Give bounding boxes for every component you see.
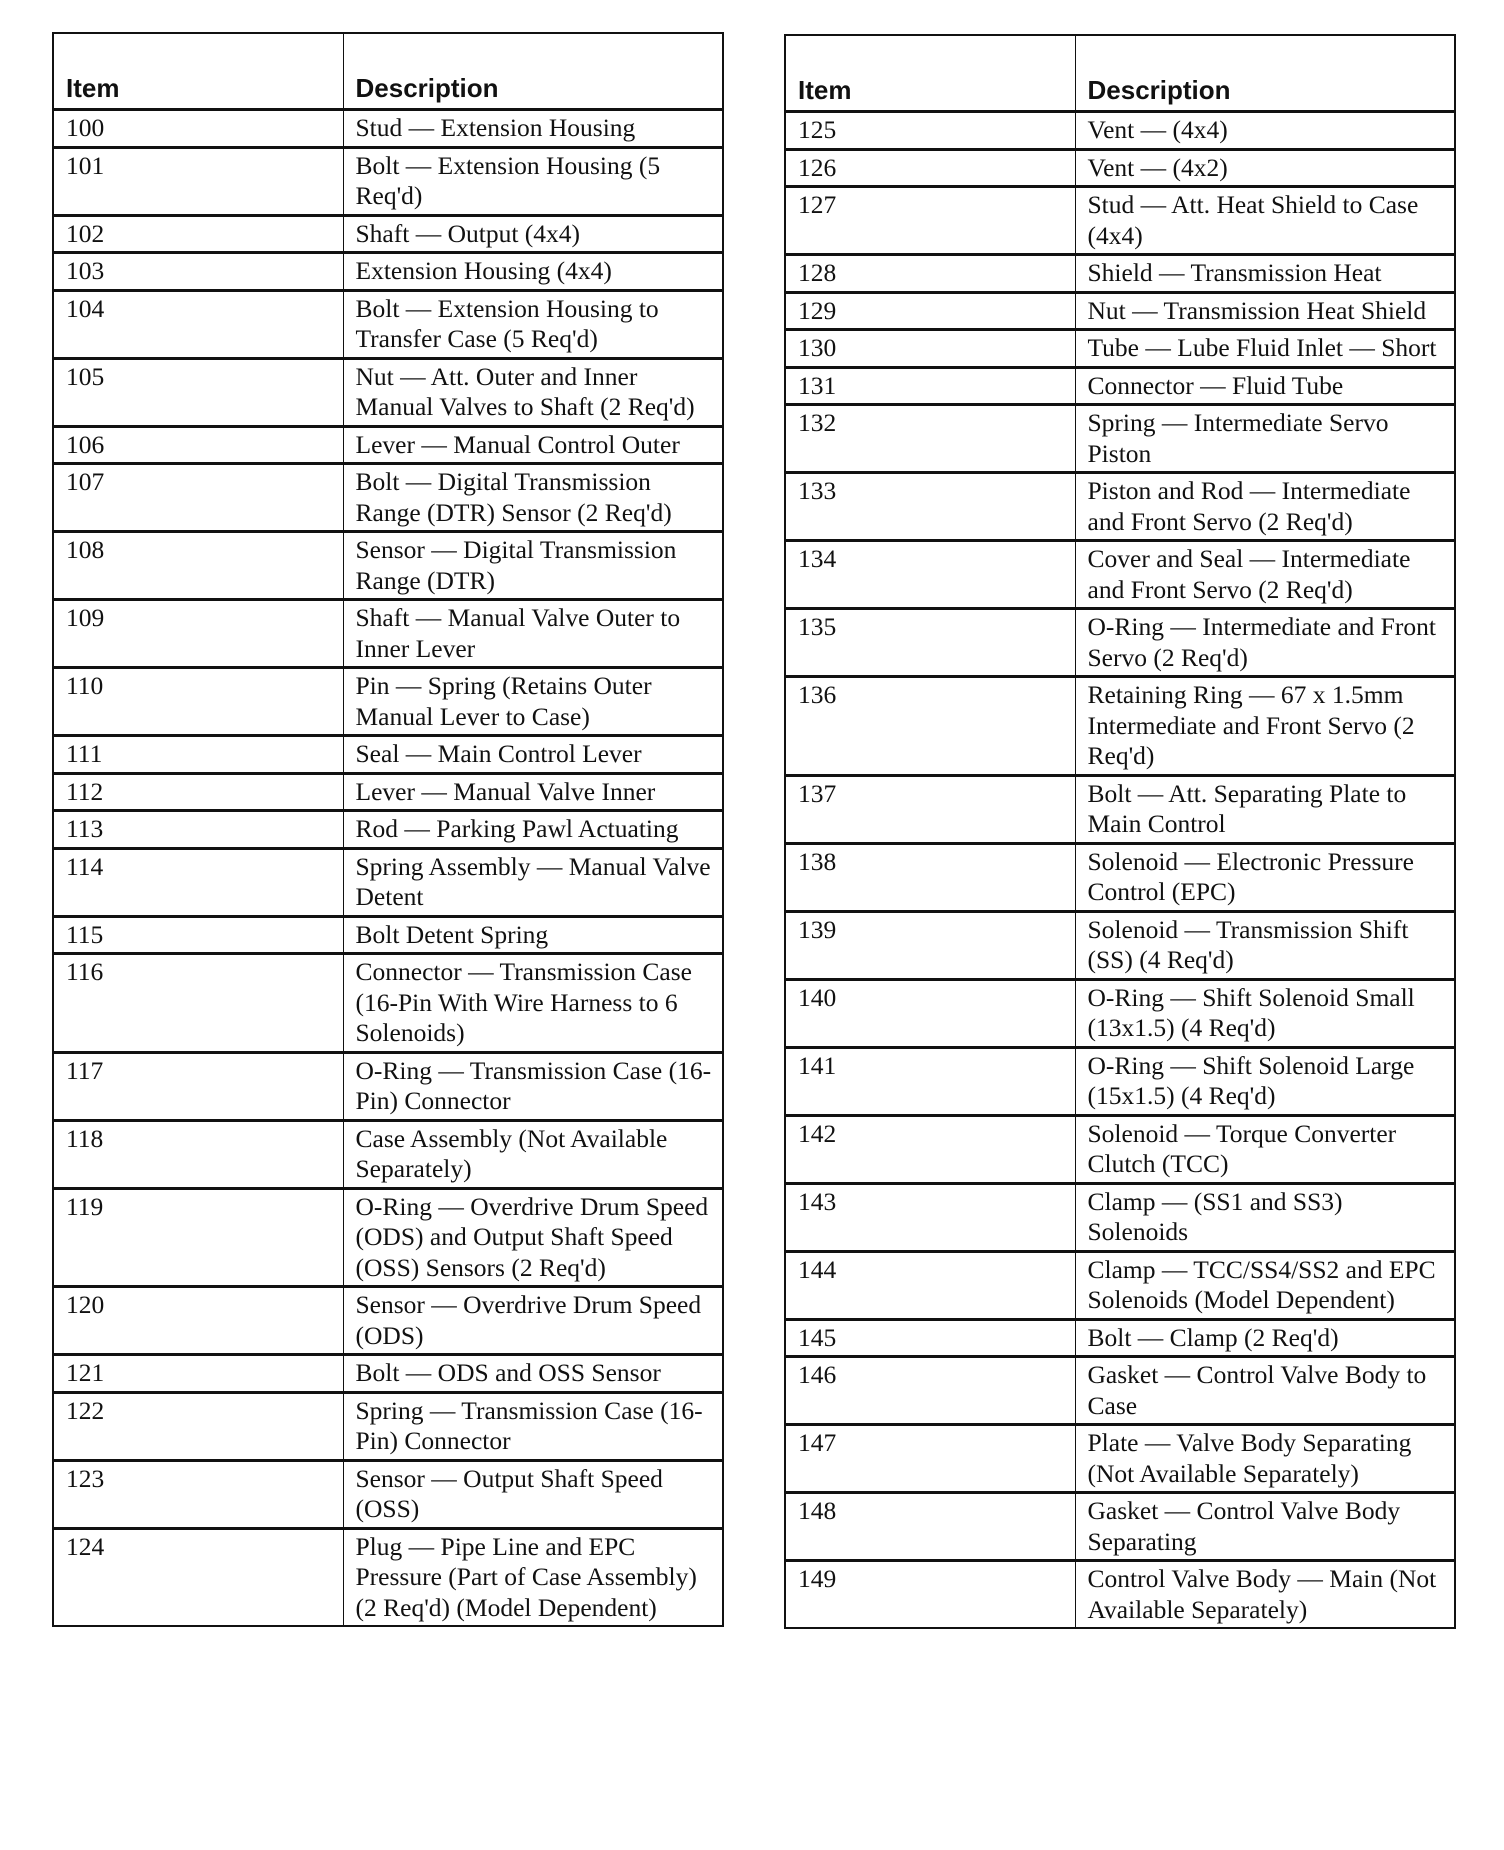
item-description: Plate — Valve Body Separating (Not Available Separately) xyxy=(1075,1425,1455,1493)
item-description: Extension Housing (4x4) xyxy=(343,253,723,291)
table-row xyxy=(785,473,1455,541)
item-number: 136 xyxy=(785,677,1075,776)
item-number: 133 xyxy=(785,473,1075,541)
item-number: 113 xyxy=(53,811,343,849)
item-number: 108 xyxy=(53,532,343,600)
table-row xyxy=(53,1188,723,1287)
item-description: Solenoid — Electronic Pressure Control (EPC) xyxy=(1075,843,1455,911)
item-number: 111 xyxy=(53,736,343,774)
item-number: 124 xyxy=(66,1531,105,1561)
table-row xyxy=(53,773,723,811)
item-description: Bolt — Extension Housing (5 Req'd) xyxy=(343,147,723,215)
item-description: Tube — Lube Fluid Inlet — Short xyxy=(1075,330,1455,368)
item-number: 142 xyxy=(785,1115,1075,1183)
item-description: Pin — Spring (Retains Outer Manual Lever to Case) xyxy=(343,668,723,736)
table-row xyxy=(53,1120,723,1188)
item-description: Bolt — Clamp (2 Req'd) xyxy=(1075,1319,1455,1357)
item-number: 120 xyxy=(53,1287,343,1355)
item-description: Connector — Transmission Case (16-Pin With Wire Harness to 6 Solenoids) xyxy=(343,954,723,1053)
parts-table-left xyxy=(52,32,724,1627)
item-number: 100 xyxy=(53,110,343,148)
table-row xyxy=(53,600,723,668)
table-row xyxy=(785,677,1455,776)
item-number: 146 xyxy=(785,1357,1075,1425)
table-row xyxy=(53,290,723,358)
table-row xyxy=(785,1561,1455,1629)
item-number: 143 xyxy=(785,1183,1075,1251)
item-number: 123 xyxy=(53,1460,343,1528)
item-description: Sensor — Overdrive Drum Speed (ODS) xyxy=(343,1287,723,1355)
table-row xyxy=(785,911,1455,979)
table-row xyxy=(785,1183,1455,1251)
item-number: 149 xyxy=(798,1564,837,1593)
table-row xyxy=(785,843,1455,911)
item-number: 121 xyxy=(53,1355,343,1393)
table-row xyxy=(53,147,723,215)
item-description: Bolt — Att. Separating Plate to Main Control xyxy=(1075,775,1455,843)
item-column-header: Item xyxy=(53,33,343,110)
item-number: 114 xyxy=(53,848,343,916)
table-row xyxy=(53,464,723,532)
table-row xyxy=(53,532,723,600)
parts-table-left-body xyxy=(53,110,723,1627)
item-description: Bolt — Extension Housing to Transfer Case (5 Req'd) xyxy=(343,290,723,358)
item-description: Plug — Pipe Line and EPC Pressure (Part of Case Assembly) (2 Req'd) (Model Dependent) xyxy=(343,1528,723,1626)
table-row xyxy=(785,609,1455,677)
item-description: Stud — Extension Housing xyxy=(343,110,723,148)
item-number: 130 xyxy=(785,330,1075,368)
table-row xyxy=(785,775,1455,843)
item-description: Solenoid — Transmission Shift (SS) (4 Req'd) xyxy=(1075,911,1455,979)
item-description: Bolt Detent Spring xyxy=(343,916,723,954)
table-row xyxy=(785,541,1455,609)
item-number: 134 xyxy=(785,541,1075,609)
item-number: 138 xyxy=(785,843,1075,911)
item-description: Vent — (4x2) xyxy=(1075,149,1455,187)
item-number: 110 xyxy=(53,668,343,736)
header-row xyxy=(785,35,1455,112)
table-row xyxy=(53,215,723,253)
item-description: Retaining Ring — 67 x 1.5mm Intermediate and Front Servo (2 Req'd) xyxy=(1075,677,1455,776)
item-number: 131 xyxy=(785,367,1075,405)
table-row xyxy=(785,1425,1455,1493)
item-number: 145 xyxy=(785,1319,1075,1357)
parts-table-right-body xyxy=(785,112,1455,1629)
item-description: Connector — Fluid Tube xyxy=(1075,367,1455,405)
table-row xyxy=(53,1052,723,1120)
item-description: Vent — (4x4) xyxy=(1075,112,1455,150)
item-number: 119 xyxy=(53,1188,343,1287)
item-description: Shaft — Output (4x4) xyxy=(343,215,723,253)
item-description: Gasket — Control Valve Body to Case xyxy=(1075,1357,1455,1425)
table-row xyxy=(53,358,723,426)
item-number: 126 xyxy=(785,149,1075,187)
table-row xyxy=(785,1357,1455,1425)
table-row xyxy=(53,954,723,1053)
description-column-header: Description xyxy=(1075,35,1455,112)
table-row xyxy=(785,1251,1455,1319)
item-description: Bolt — Digital Transmission Range (DTR) Sensor (2 Req'd) xyxy=(343,464,723,532)
item-description: Sensor — Output Shaft Speed (OSS) xyxy=(343,1460,723,1528)
table-row xyxy=(53,1392,723,1460)
table-row xyxy=(53,110,723,148)
item-description: Spring — Transmission Case (16-Pin) Connector xyxy=(343,1392,723,1460)
table-row xyxy=(785,255,1455,293)
table-row xyxy=(53,253,723,291)
item-description: Case Assembly (Not Available Separately) xyxy=(343,1120,723,1188)
item-number: 122 xyxy=(53,1392,343,1460)
item-description: Clamp — TCC/SS4/SS2 and EPC Solenoids (Model Dependent) xyxy=(1075,1251,1455,1319)
table-row xyxy=(785,1319,1455,1357)
item-number: 109 xyxy=(53,600,343,668)
item-description: Rod — Parking Pawl Actuating xyxy=(343,811,723,849)
table-row xyxy=(785,292,1455,330)
table-row xyxy=(53,848,723,916)
table-row xyxy=(785,1047,1455,1115)
item-description: Gasket — Control Valve Body Separating xyxy=(1075,1493,1455,1561)
item-number: 107 xyxy=(53,464,343,532)
item-number: 104 xyxy=(53,290,343,358)
item-number: 139 xyxy=(785,911,1075,979)
table-row xyxy=(785,367,1455,405)
item-number: 144 xyxy=(785,1251,1075,1319)
item-number: 118 xyxy=(53,1120,343,1188)
table-row xyxy=(785,1115,1455,1183)
table-row xyxy=(53,736,723,774)
item-number: 117 xyxy=(53,1052,343,1120)
description-column-header: Description xyxy=(343,33,723,110)
item-description: Shield — Transmission Heat xyxy=(1075,255,1455,293)
item-number: 106 xyxy=(53,426,343,464)
item-description: Seal — Main Control Lever xyxy=(343,736,723,774)
item-description: Solenoid — Torque Converter Clutch (TCC) xyxy=(1075,1115,1455,1183)
item-number: 125 xyxy=(785,112,1075,150)
item-description: O-Ring — Intermediate and Front Servo (2 Req'd) xyxy=(1075,609,1455,677)
item-description: O-Ring — Shift Solenoid Large (15x1.5) (4 Req'd) xyxy=(1075,1047,1455,1115)
item-description: Lever — Manual Control Outer xyxy=(343,426,723,464)
table-row xyxy=(53,1287,723,1355)
table-row xyxy=(785,979,1455,1047)
item-number: 148 xyxy=(785,1493,1075,1561)
item-number: 129 xyxy=(785,292,1075,330)
item-description: O-Ring — Overdrive Drum Speed (ODS) and Output Shaft Speed (OSS) Sensors (2 Req'd) xyxy=(343,1188,723,1287)
item-description: Shaft — Manual Valve Outer to Inner Lever xyxy=(343,600,723,668)
item-number: 141 xyxy=(785,1047,1075,1115)
table-row xyxy=(53,811,723,849)
item-number: 103 xyxy=(53,253,343,291)
item-description: Spring Assembly — Manual Valve Detent xyxy=(343,848,723,916)
table-row xyxy=(53,426,723,464)
item-description: Clamp — (SS1 and SS3) Solenoids xyxy=(1075,1183,1455,1251)
header-row xyxy=(53,33,723,110)
item-description: O-Ring — Shift Solenoid Small (13x1.5) (4 Req'd) xyxy=(1075,979,1455,1047)
item-number: 128 xyxy=(785,255,1075,293)
item-description: Control Valve Body — Main (Not Available Separately) xyxy=(1075,1561,1455,1629)
item-description: Piston and Rod — Intermediate and Front Servo (2 Req'd) xyxy=(1075,473,1455,541)
table-row xyxy=(53,916,723,954)
table-row xyxy=(53,1528,723,1626)
item-number: 102 xyxy=(53,215,343,253)
item-number: 101 xyxy=(53,147,343,215)
table-row xyxy=(53,668,723,736)
item-number: 112 xyxy=(53,773,343,811)
item-number: 132 xyxy=(785,405,1075,473)
item-number: 115 xyxy=(53,916,343,954)
parts-table-right xyxy=(784,34,1456,1629)
item-number: 147 xyxy=(785,1425,1075,1493)
item-description: Cover and Seal — Intermediate and Front Servo (2 Req'd) xyxy=(1075,541,1455,609)
item-number: 135 xyxy=(785,609,1075,677)
item-number: 140 xyxy=(785,979,1075,1047)
item-description: Nut — Att. Outer and Inner Manual Valves to Shaft (2 Req'd) xyxy=(343,358,723,426)
item-column-header: Item xyxy=(785,35,1075,112)
item-description: Nut — Transmission Heat Shield xyxy=(1075,292,1455,330)
item-description: Spring — Intermediate Servo Piston xyxy=(1075,405,1455,473)
table-row xyxy=(53,1355,723,1393)
table-row xyxy=(53,1460,723,1528)
table-row xyxy=(785,112,1455,150)
table-row xyxy=(785,405,1455,473)
item-number: 116 xyxy=(53,954,343,1053)
item-description: Bolt — ODS and OSS Sensor xyxy=(343,1355,723,1393)
item-description: O-Ring — Transmission Case (16-Pin) Connector xyxy=(343,1052,723,1120)
item-description: Stud — Att. Heat Shield to Case (4x4) xyxy=(1075,187,1455,255)
item-number: 137 xyxy=(785,775,1075,843)
item-number: 105 xyxy=(53,358,343,426)
table-row xyxy=(785,149,1455,187)
table-row xyxy=(785,187,1455,255)
item-number: 127 xyxy=(785,187,1075,255)
item-description: Lever — Manual Valve Inner xyxy=(343,773,723,811)
table-row xyxy=(785,330,1455,368)
item-description: Sensor — Digital Transmission Range (DTR) xyxy=(343,532,723,600)
table-row xyxy=(785,1493,1455,1561)
